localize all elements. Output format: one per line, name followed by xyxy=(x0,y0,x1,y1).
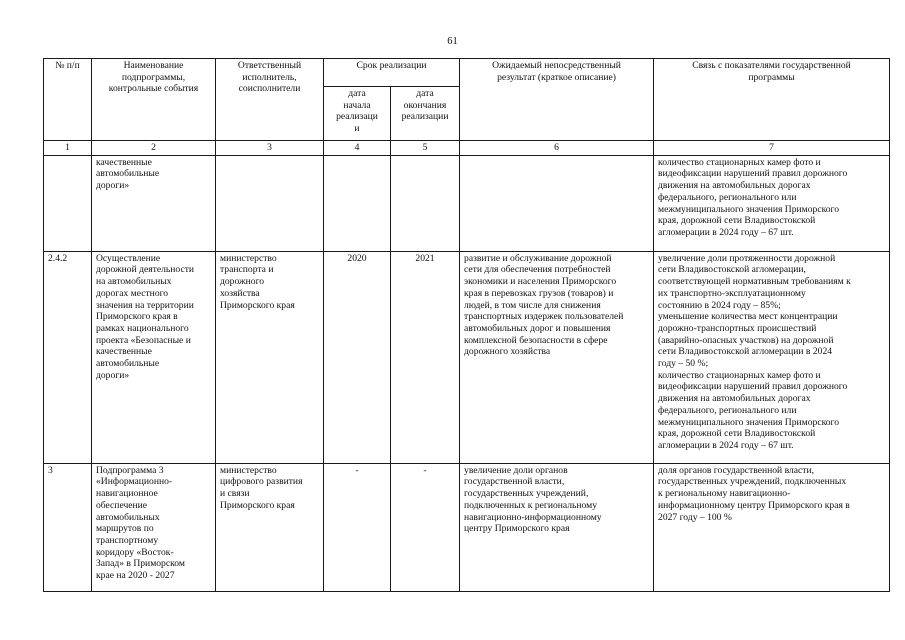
header-name: Наименование подпрограммы, контрольные события xyxy=(92,59,216,141)
row-end xyxy=(391,155,460,251)
row-end: 2021 xyxy=(391,251,460,463)
column-index: 5 xyxy=(391,141,460,156)
program-events-table xyxy=(43,58,890,592)
row-responsible: министерство транспорта и дорожного хозяйства Приморского края xyxy=(216,251,324,463)
table-row xyxy=(44,155,890,251)
column-index: 1 xyxy=(44,141,92,156)
column-index: 4 xyxy=(324,141,391,156)
table-row xyxy=(44,251,890,463)
header-link: Связь с показателями государственной программы xyxy=(654,59,890,141)
header-period: Срок реализации xyxy=(324,59,460,87)
header-result: Ожидаемый непосредственный результат (краткое описание) xyxy=(460,59,654,141)
row-link: увеличение доли протяженности дорожной сети Владивостокской агломерации, соответствующей нормативным требованиям к их транспортно-эксплуатационному состоянию в 2024 году – 85%; уменьшение количества мест концентрации дорожно-транспортных происшествий (аварийно-опасных участков) на дорожной сети Владивостокской агломерации в 2024 году – 50 %; количество стационарных камер фото и видеофиксации нарушений правил дорожного движения на автомобильных дорогах федерального, регионального или межмуниципального значения Приморского края, дорожной сети Владивостокской агломерации в 2024 году – 67 шт. xyxy=(654,251,890,463)
row-name: качественные автомобильные дороги» xyxy=(92,155,216,251)
column-index-row xyxy=(44,141,890,156)
row-num: 2.4.2 xyxy=(44,251,92,463)
header-start: дата начала реализаци и xyxy=(324,87,391,141)
header-end: дата окончания реализации xyxy=(391,87,460,141)
row-responsible: министерство цифрового развития и связи Приморского края xyxy=(216,463,324,591)
row-result xyxy=(460,155,654,251)
row-result: увеличение доли органов государственной власти, государственных учреждений, подключенных к региональному навигационно-информационному центру Приморского края xyxy=(460,463,654,591)
row-start: - xyxy=(324,463,391,591)
row-responsible xyxy=(216,155,324,251)
row-link: количество стационарных камер фото и видеофиксации нарушений правил дорожного движения на автомобильных дорогах федерального, регионального или межмуниципального значения Приморского края, дорожной сети Владивостокской агломерации в 2024 году – 67 шт. xyxy=(654,155,890,251)
header-row xyxy=(44,59,890,87)
row-end: - xyxy=(391,463,460,591)
row-name: Подпрограмма 3 «Информационно- навигационное обеспечение автомобильных маршрутов по транспортному коридору «Восток- Запад» в Приморском крае на 2020 - 2027 xyxy=(92,463,216,591)
column-index: 7 xyxy=(654,141,890,156)
row-result: развитие и обслуживание дорожной сети для обеспечения потребностей экономики и населения Приморского края в перевозках грузов (товаров) и людей, в том числе для снижения транспортных издержек пользователей автомобильных дорог и повышения комплексной безопасности в сфере дорожного хозяйства xyxy=(460,251,654,463)
row-start xyxy=(324,155,391,251)
header-responsible: Ответственный исполнитель, соисполнители xyxy=(216,59,324,141)
table-row xyxy=(44,463,890,591)
row-start: 2020 xyxy=(324,251,391,463)
column-index: 2 xyxy=(92,141,216,156)
row-name: Осуществление дорожной деятельности на автомобильных дорогах местного значения на территории Приморского края в рамках национального проекта «Безопасные и качественные автомобильные дороги» xyxy=(92,251,216,463)
row-link: доля органов государственной власти, государственных учреждений, подключенных к региональному навигационно- информационному центру Приморского края в 2027 году – 100 % xyxy=(654,463,890,591)
page-number: 61 xyxy=(447,36,458,47)
column-index: 3 xyxy=(216,141,324,156)
row-num: 3 xyxy=(44,463,92,591)
header-num: № п/п xyxy=(44,59,92,141)
row-num xyxy=(44,155,92,251)
column-index: 6 xyxy=(460,141,654,156)
